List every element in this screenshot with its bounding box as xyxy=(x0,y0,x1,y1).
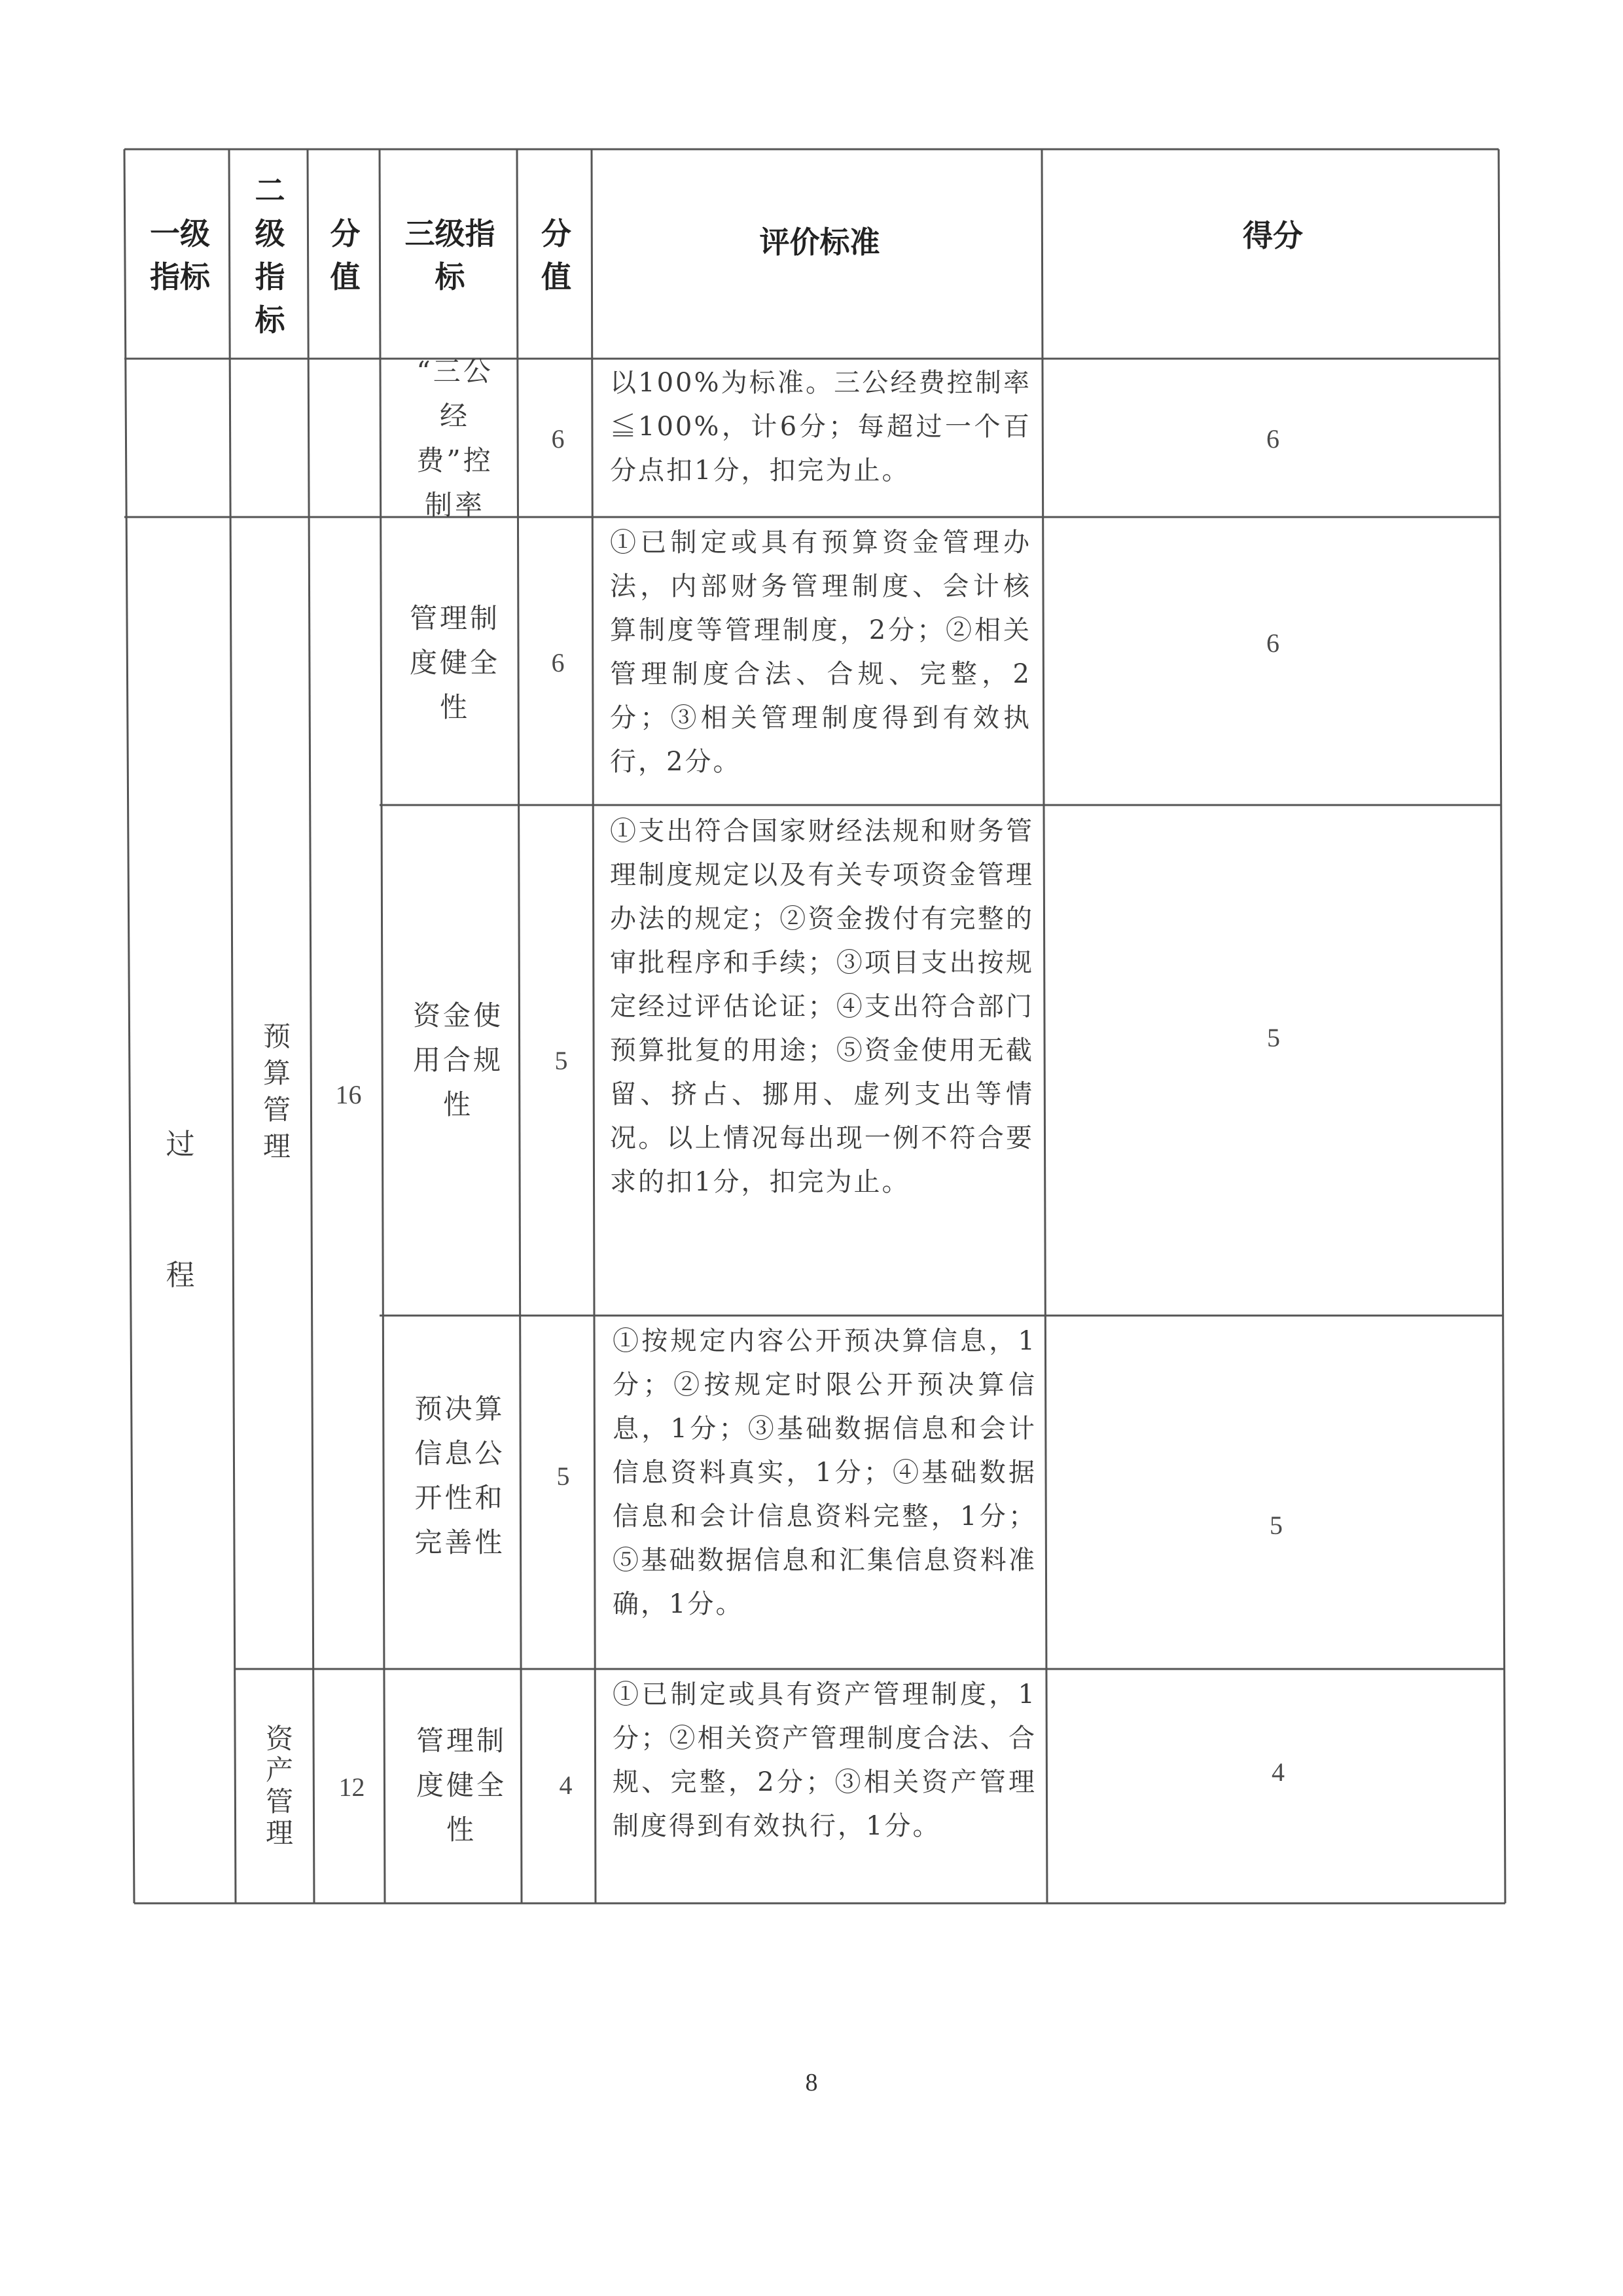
header-criteria: 评价标准 xyxy=(759,224,880,260)
points-asset-management: 12 xyxy=(338,1772,365,1802)
header-points-level2: 分值 xyxy=(330,216,361,295)
points-asset-mgmt-system: 4 xyxy=(559,1770,573,1800)
criteria-asset-mgmt-system: ①已制定或具有资产管理制度，1分；②相关资产管理制度合法、合规、完整，2分；③相关资产管理制度得到有效执行，1分。 xyxy=(613,1679,1037,1841)
score-mgmt-system: 6 xyxy=(1266,628,1279,658)
points-budget-disclosure: 5 xyxy=(556,1461,570,1491)
points-mgmt-system: 6 xyxy=(551,648,565,677)
criteria-sangong: 以100%为标准。三公经费控制率≦100%，计6分；每超过一个百分点扣1分，扣完为止。 xyxy=(610,368,1031,486)
points-fund-use: 5 xyxy=(554,1045,568,1075)
points-budget-management: 16 xyxy=(335,1080,362,1109)
header-score: 得分 xyxy=(1243,218,1303,253)
points-sangong: 6 xyxy=(551,423,565,454)
level2-budget-management: 预算管理 xyxy=(259,1021,291,1168)
header-level2: 二级指标 xyxy=(255,173,285,338)
level2-asset-management: 资产管理 xyxy=(262,1724,294,1850)
score-sangong: 6 xyxy=(1266,423,1279,454)
criteria-fund-use: ①支出符合国家财经法规和财务管理制度规定以及有关专项资金管理办法的规定；②资金拨付有完整的审批程序和手续；③项目支出按规定经过评估论证；④支出符合部门预算批复的用途；⑤资金使用无截留、挤占、挪用、虚列支出等情况。以上情况每出现一例不符合要求的扣1分，扣完为止。 xyxy=(610,816,1034,1197)
indicator-mgmt-system-soundness: 管理制度健全性 xyxy=(409,601,500,723)
score-fund-use: 5 xyxy=(1267,1022,1280,1052)
level1-process: 过 程 xyxy=(166,1128,198,1292)
header-level3: 三级指标 xyxy=(404,216,495,295)
indicator-asset-mgmt-system-soundness: 管理制度健全性 xyxy=(416,1724,507,1846)
header-level1: 一级指标 xyxy=(150,216,210,295)
indicator-fund-use-compliance: 资金使用合规性 xyxy=(412,999,503,1121)
criteria-mgmt-system: ①已制定或具有预算资金管理办法，内部财务管理制度、会计核算制度等管理制度，2分；②相关管理制度合法、合规、完整，2分；③相关管理制度得到有效执行，2分。 xyxy=(610,528,1031,777)
criteria-budget-disclosure: ①按规定内容公开预决算信息，1分；②按规定时限公开预决算信息，1分；③基础数据信息和会计信息资料真实，1分；④基础数据信息和会计信息资料完整，1分；⑤基础数据信息和汇集信息资料准确，1分。 xyxy=(613,1326,1037,1619)
indicator-sangong-control-rate: “三公经费”控制率 xyxy=(416,355,493,521)
score-asset-mgmt-system: 4 xyxy=(1272,1757,1285,1787)
header-points-level3: 分值 xyxy=(541,216,571,295)
score-budget-disclosure: 5 xyxy=(1270,1510,1283,1540)
page-number: 8 xyxy=(805,2069,818,2096)
indicator-budget-disclosure: 预决算信息公开性和完善性 xyxy=(414,1393,505,1558)
